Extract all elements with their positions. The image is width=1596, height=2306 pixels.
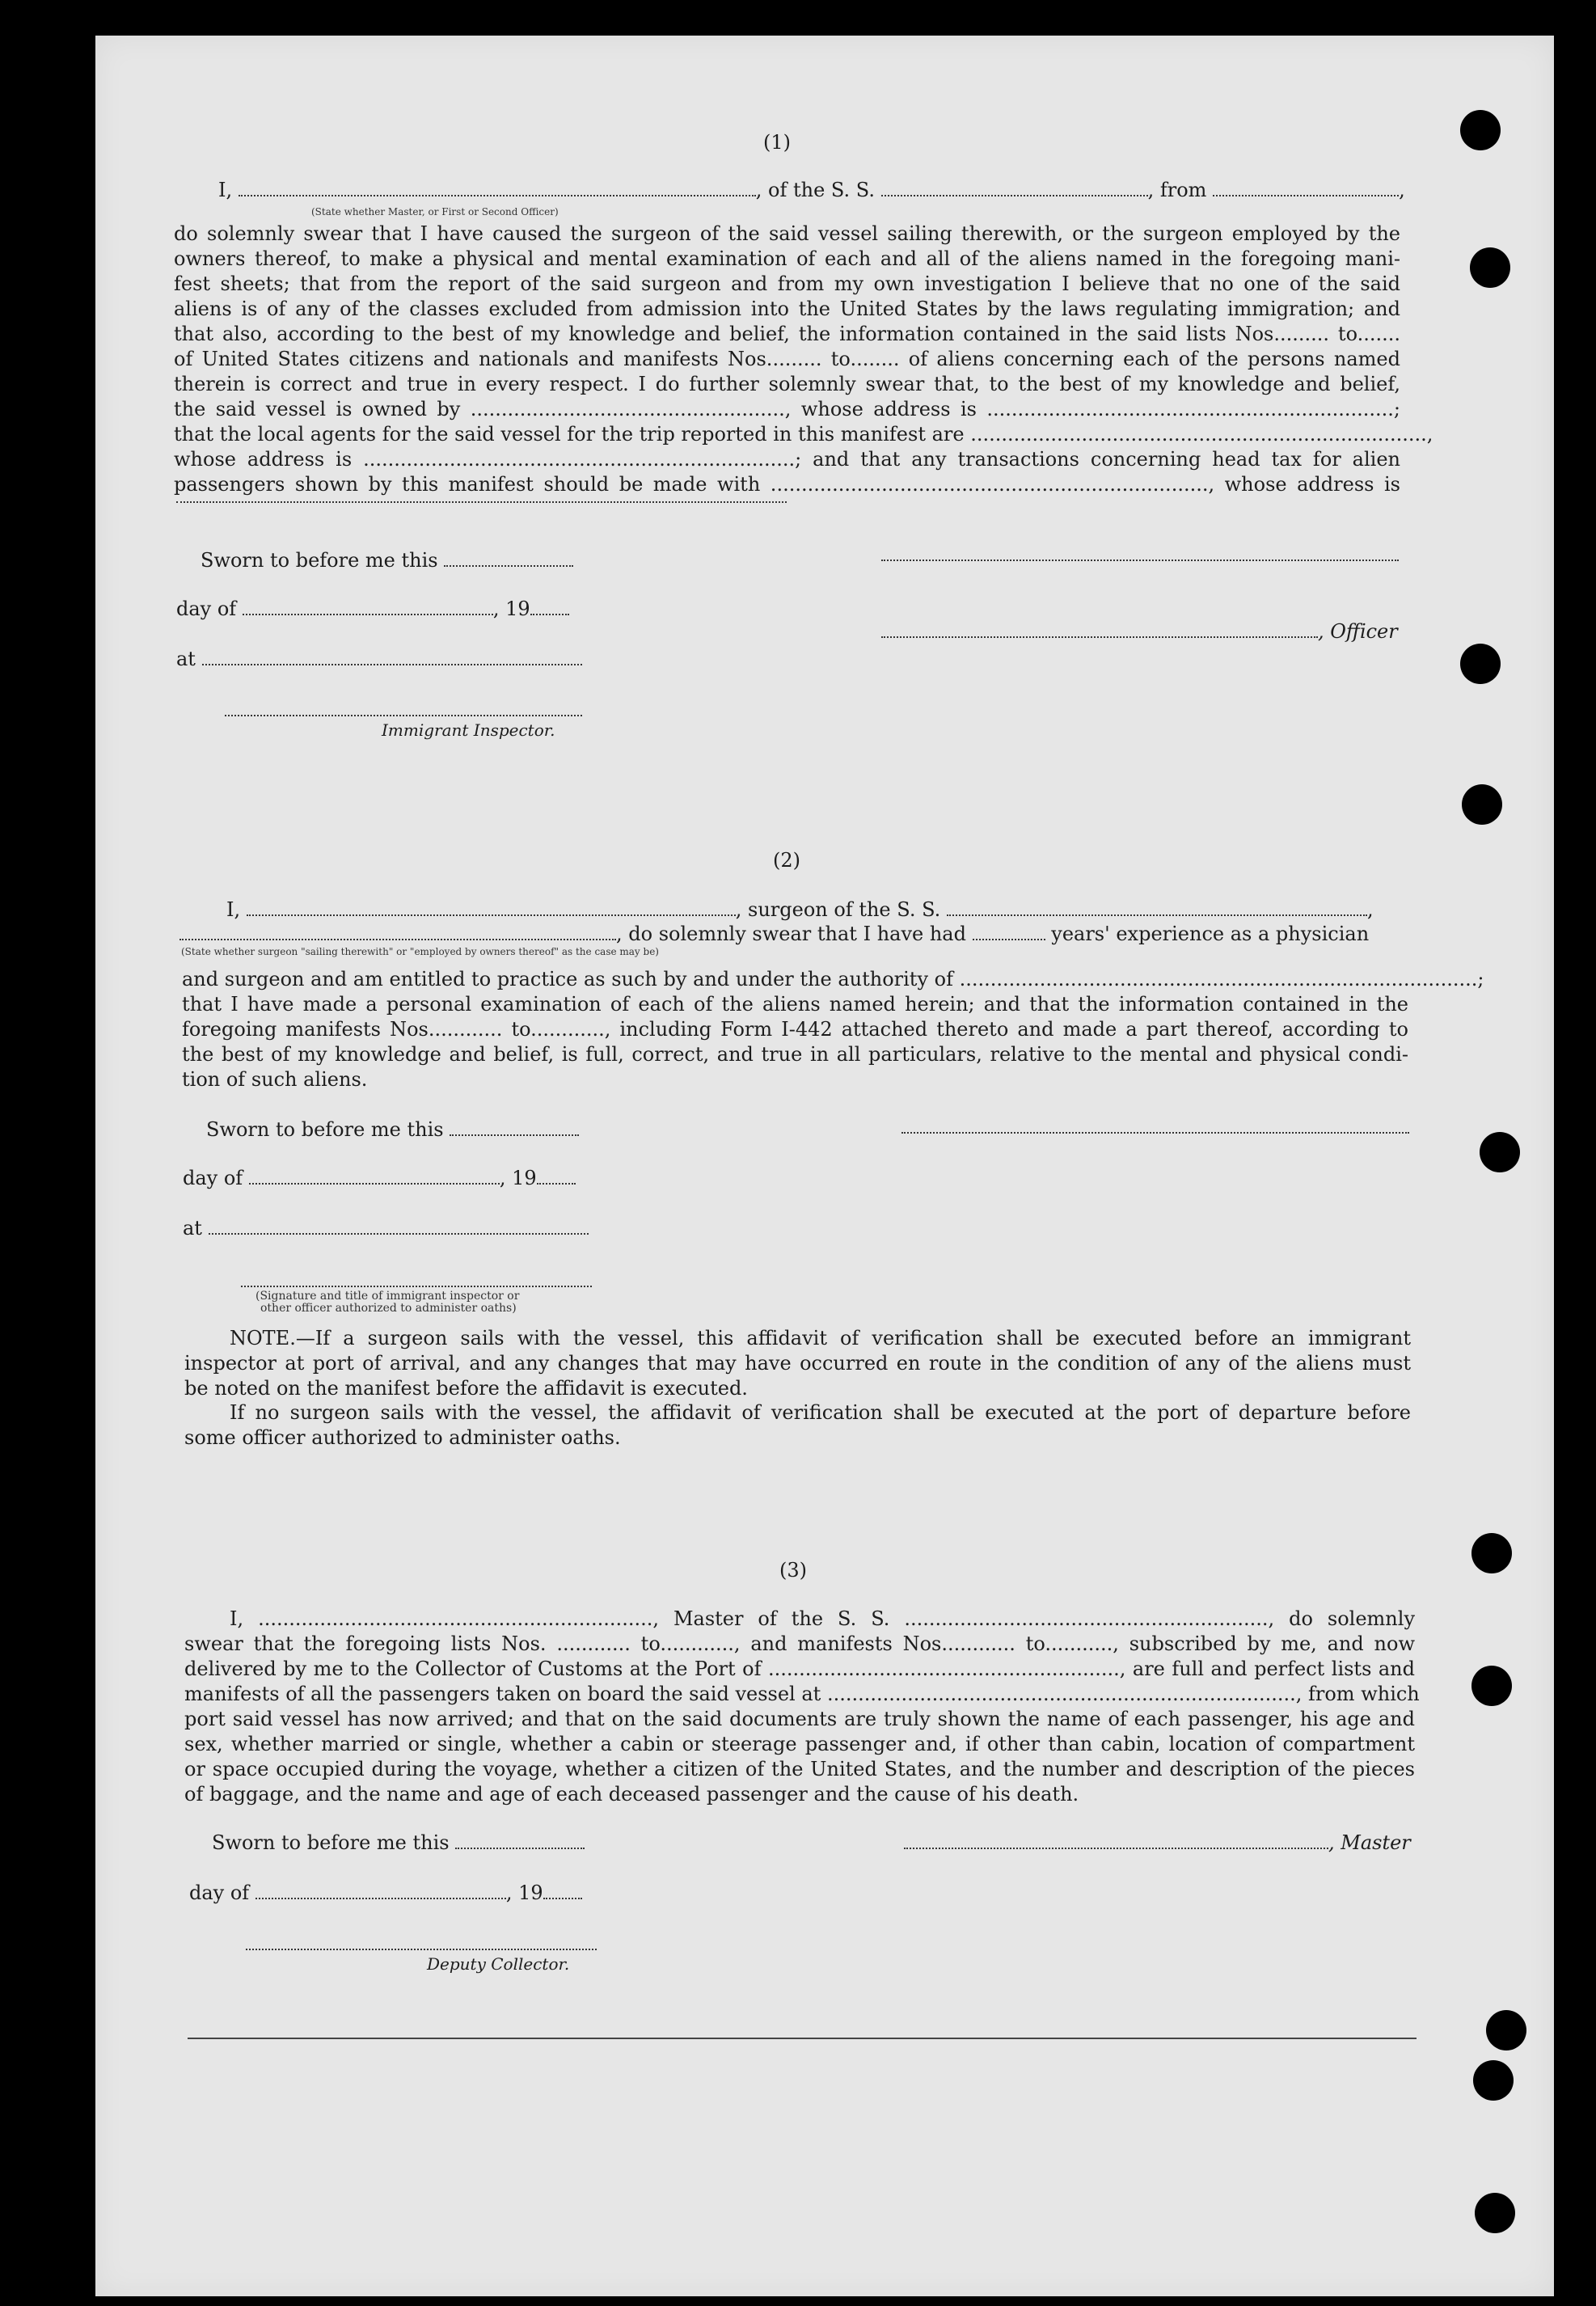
master-paragraph: I, ................................................................, Master of the S. S. ..........................................................., do solemnly swear that the foregoing lists Nos. ............ to............, and manifests Nos............ to..........., subscribed by me, and now delivered by me to the Collector of Customs at the Port of ........................................................., are full and perfect lists and manifests of all the passengers taken on board the said vessel at ............................................................................, from which port said vessel has now arrived; and that on the said documents are truly shown the name of each passenger, his age and sex, whether married or single, whether a cabin or steerage passenger and, if other than cabin, location of compartment or space occupied during the voyage, whether a citizen of the United States, and the number and description of the pieces of baggage, and the name and age of each deceased passenger and the cause of his death.	[184, 1607, 1420, 1806]
sworn-line: Sworn to before me this	[206, 1117, 579, 1142]
surgeon-paragraph: and surgeon and am entitled to practice as such by and under the authority of ....................................................................................; that I have made a personal examination of each of the aliens named herein; and that the information contained in the foregoing manifests Nos............ to............, including Form I-442 attached thereto and made a part thereof, according to the best of my knowledge and belief, is full, correct, and true in all particulars, relative to the mental and physical condi- tion of such aliens.	[182, 968, 1484, 1091]
punch-hole	[1460, 644, 1501, 684]
signature-caption: other officer authorized to administer oaths)	[260, 1302, 517, 1315]
section-number: (2)	[773, 849, 800, 872]
signature-caption: (Signature and title of immigrant inspector or	[255, 1290, 520, 1303]
punch-hole	[1471, 1666, 1512, 1706]
day-line: day of , 19	[176, 597, 569, 622]
note-paragraph-2: If no surgeon sails with the vessel, the affidavit of verification shall be executed at the port of departure before some officer authorized to administer oaths.	[184, 1401, 1411, 1449]
surgeon-line-2: , do solemnly swear that I have had years' experience as a physician	[179, 922, 1369, 947]
signature-line	[901, 1132, 1409, 1134]
oath-intro: I, , of the S. S. , from ,	[218, 179, 1405, 201]
day-line: day of , 19	[189, 1881, 582, 1906]
surgeon-intro: I, , surgeon of the S. S. ,	[226, 898, 1374, 921]
punch-hole	[1460, 110, 1501, 150]
sworn-line: Sworn to before me this	[201, 548, 573, 573]
punch-hole	[1473, 2060, 1514, 2101]
at-line: at	[176, 647, 582, 672]
punch-hole	[1471, 1533, 1512, 1573]
inspector-caption: Immigrant Inspector.	[382, 720, 555, 740]
punch-hole	[1475, 2193, 1515, 2233]
day-line: day of , 19	[183, 1166, 576, 1191]
master-line: , Master	[904, 1831, 1411, 1856]
section-number: (3)	[779, 1559, 807, 1582]
signature-line	[881, 560, 1399, 561]
caption: (State whether Master, or First or Second Officer)	[311, 206, 559, 218]
punch-hole	[1480, 1132, 1520, 1172]
inspector-signature-line	[225, 715, 582, 716]
punch-hole	[1470, 247, 1510, 288]
caption: (State whether surgeon "sailing therewith" or "employed by owners thereof" as the case may be)	[181, 946, 659, 957]
collector-signature-line	[246, 1949, 597, 1950]
section-number: (1)	[763, 131, 791, 154]
address-line	[176, 501, 787, 503]
at-line: at	[183, 1216, 589, 1241]
sworn-line: Sworn to before me this	[212, 1831, 585, 1856]
divider	[188, 2038, 1417, 2039]
punch-hole	[1486, 2010, 1526, 2050]
officer-signature-line	[241, 1286, 592, 1287]
note-paragraph: NOTE.—If a surgeon sails with the vessel, this affidavit of verification shall be executed before an immigrant inspector at port of arrival, and any changes that may have occurred en route in the condition of any of the aliens must be noted on the manifest before the affidavit is executed.	[184, 1327, 1411, 1400]
punch-hole	[1462, 784, 1502, 825]
oath-paragraph: do solemnly swear that I have caused the surgeon of the said vessel sailing therewith, or the surgeon employed by the owners thereof, to make a physical and mental examination of each and all of the aliens named in the foregoing mani- fest sheets; that from the report of the said surgeon and from my own investigation I believe that no one of the said aliens is of any of the classes excluded from admission into the United States by the laws regulating immigration; and that also, according to the best of my knowledge and belief, the information contained in the said lists Nos......... to....... of United States citizens and nationals and manifests Nos......... to........ of aliens concerning each of the persons named therein is correct and true in every respect. I do further solemnly swear that, to the best of my knowledge and belief, the said vessel is owned by ..................................................., whose address is ..................................................................; that the local agents for the said vessel for the trip reported in this manifest are .........................................................................., whose address is ......................................................................; and that any transactions concerning head tax for alien passengers shown by this manifest should be made with ......................................................................., whose address is	[174, 222, 1433, 496]
officer-line: , Officer	[881, 619, 1398, 644]
collector-caption: Deputy Collector.	[427, 1954, 570, 1974]
